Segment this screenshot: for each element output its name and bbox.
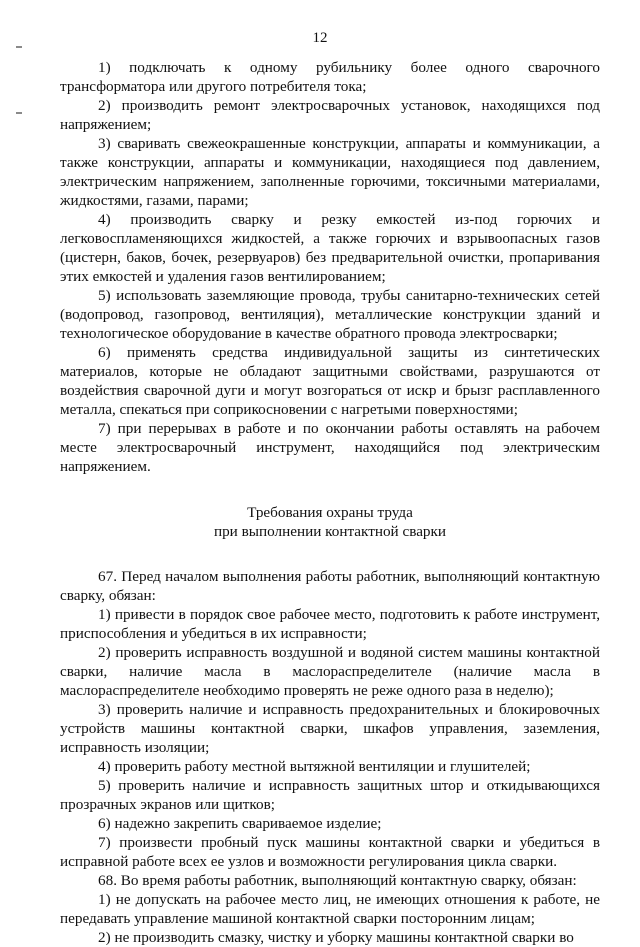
paragraph: 7) произвести пробный пуск машины контактной сварки и убедиться в исправной работе всех ее узлов и возможности регулирования цикла сварки. [60, 834, 600, 870]
paragraph: 1) подключать к одному рубильнику более одного сварочного трансформатора или другого потребителя тока; [60, 59, 600, 95]
section-heading-line: Требования охраны труда [247, 504, 413, 521]
paragraph: 2) производить ремонт электросварочных установок, находящихся под напряжением; [60, 97, 600, 133]
paragraph: 67. Перед началом выполнения работы работник, выполняющий контактную сварку, обязан: [60, 568, 600, 604]
paragraph: 1) не допускать на рабочее место лиц, не имеющих отношения к работе, не передавать управление машиной контактной сварки посторонним лицам; [60, 891, 600, 927]
paragraph: 2) проверить исправность воздушной и водяной систем машины контактной сварки, наличие масла в маслораспределителе (наличие масла в маслораспределителе необходимо проверять не реже одного раза в неделю); [60, 644, 600, 699]
paragraph: 6) надежно закрепить свариваемое изделие; [98, 815, 382, 832]
paragraph: 4) производить сварку и резку емкостей из-под горючих и легковоспламеняющихся жидкостей, а также горючих и взрывоопасных газов (цистерн, баков, бочек, резервуаров) без предварительной очистки, пропаривания этих емкостей и удаления газов вентилированием; [60, 211, 600, 285]
paragraph: 1) привести в порядок свое рабочее место, подготовить к работе инструмент, приспособления и убедиться в их исправности; [60, 606, 600, 642]
section-heading [60, 503, 600, 541]
paragraph: 68. Во время работы работник, выполняющий контактную сварку, обязан: [98, 872, 577, 889]
document-body [60, 58, 600, 947]
paragraph: 5) использовать заземляющие провода, трубы санитарно-технических сетей (водопровод, газопровод, вентиляция), металлические конструкции зданий и технологическое оборудование в качестве обратного провода электросварки; [60, 287, 600, 342]
paragraph: 4) проверить работу местной вытяжной вентиляции и глушителей; [98, 758, 531, 775]
paragraph: 3) проверить наличие и исправность предохранительных и блокировочных устройств машины контактной сварки, шкафов управления, заземления, исправность изоляции; [60, 701, 600, 756]
scan-mark [16, 112, 22, 114]
paragraph: 6) применять средства индивидуальной защиты из синтетических материалов, которые не обладают защитными свойствами, разрушаются от воздействия сварочной дуги и могут возгораться от искр и брызг расплавленного металла, спекаться при соприкосновении с нагретыми поверхностями; [60, 344, 600, 418]
paragraph: 2) не производить смазку, чистку и уборку машины контактной сварки во [98, 929, 574, 946]
paragraph: 3) сваривать свежеокрашенные конструкции, аппараты и коммуникации, а также конструкции, аппараты и коммуникации, находящиеся под давлением, электрическим напряжением, заполненные горючими, токсичными материалами, жидкостями, газами, парами; [60, 135, 600, 209]
paragraph: 7) при перерывах в работе и по окончании работы оставлять на рабочем месте электросварочный инструмент, находящийся под электрическим напряжением. [60, 420, 600, 475]
page-number: 12 [312, 30, 328, 46]
paragraph: 5) проверить наличие и исправность защитных штор и откидывающихся прозрачных экранов или щитков; [60, 777, 600, 813]
section-heading-line: при выполнении контактной сварки [213, 523, 447, 540]
